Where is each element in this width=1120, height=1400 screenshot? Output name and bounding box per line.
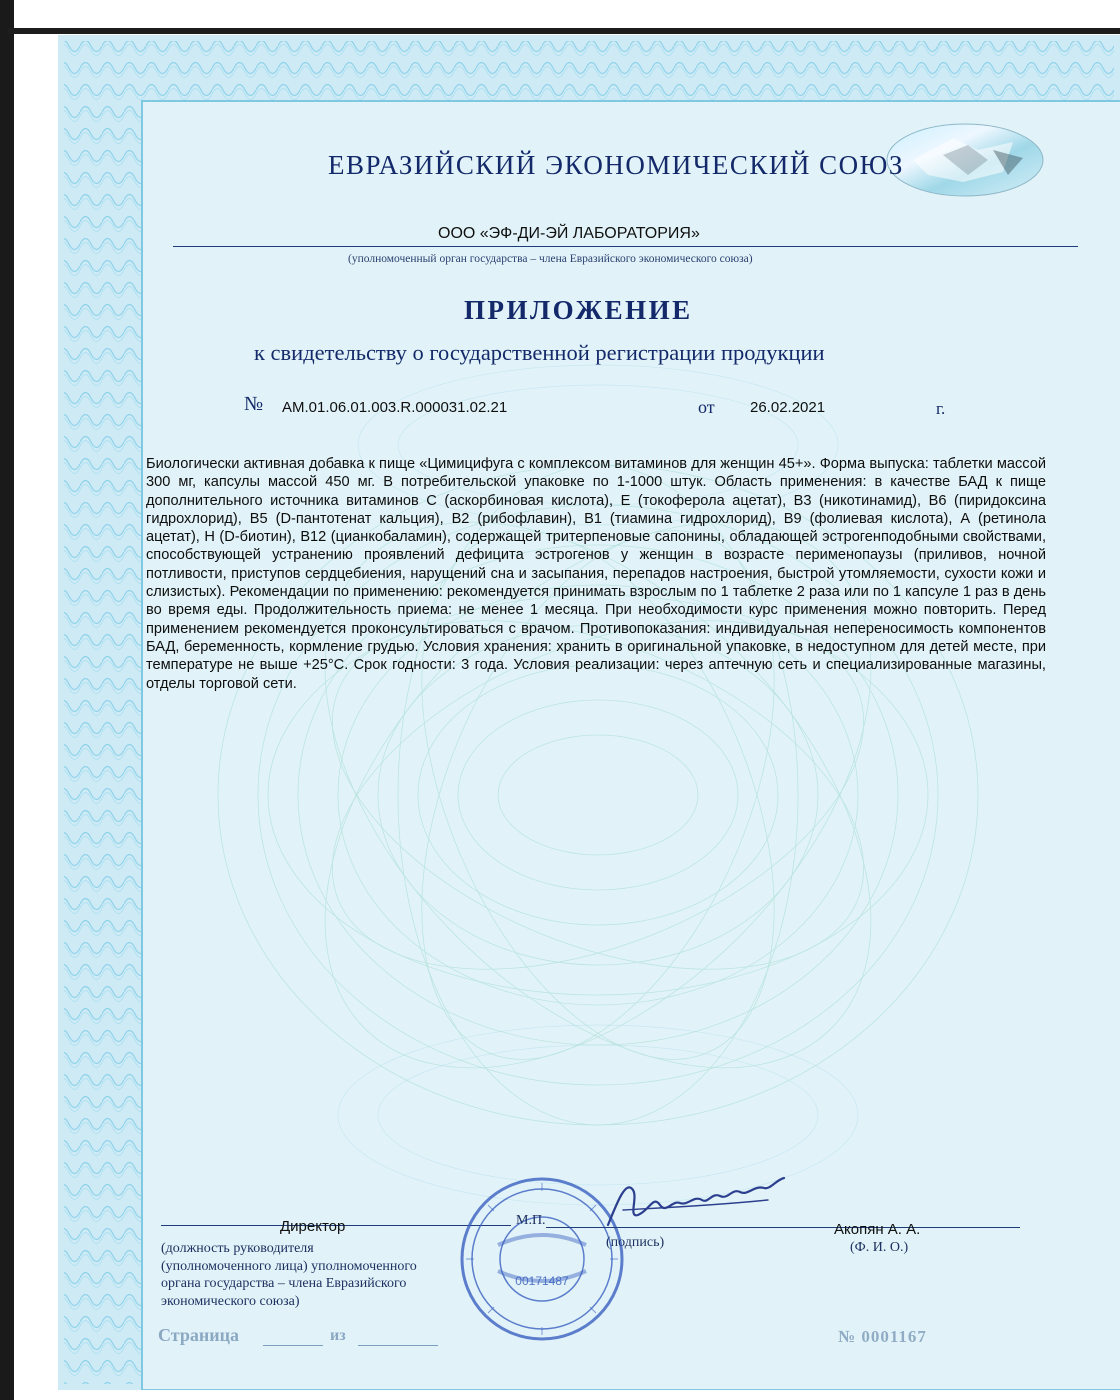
signatory-full-name: Акопян А. А.: [834, 1221, 921, 1238]
registration-number: AM.01.06.01.003.R.000031.02.21: [282, 399, 508, 416]
page-number-line: [263, 1345, 323, 1346]
product-description: Биологически активная добавка к пище «Цимицифуга с комплексом витаминов для женщин 45+». Форма выпуска: таблетки массой 300 мг, капсулы массой 450 мг. В потребительской упаковке по 1-1000 штук. Область применения: в качестве БАД к пище дополнительного источника витаминов С (аскорбиновая кислота), Е (токоферола ацетат), В3 (никотинамид), В6 (пиридоксина гидрохлорид), В5 (D-пантотенат кальция), В2 (рибофлавин), В1 (тиамина гидрохлорид), В9 (фолиевая кислота), А (ретинола ацетат), Н (D-биотин), В12 (цианкобаламин), содержащей тритерпеновые сапонины, обладающей эстрогенподобными свойствами, способствующей устранению проявлений дефицита эстрогенов у женщин в возрасте перименопаузы (приливов, ночной потливости, приступов сердцебиения, нарущений сна и засыпания, перепадов настроения, быстрой утомляемости, сухости кожи и слизистых). Рекомендации по применению: рекомендуется принимать взрослым по 1 таблетке 2 раза или по 1 капсуле 1 раз в день во время еды. Продолжительность приема: не менее 1 месяца. При необходимости курс применения можно повторить. Перед применением рекомендуется проконсультироваться с врачом. Противопоказания: индивидуальная непереносимость компонентов БАД, беременность, кормление грудью. Условия хранения: хранить в оригинальной упаковке, в недоступном для детей месте, при температуре не выше +25°С. Срок годности: 3 года. Условия реализации: через аптечную сеть и специализированные магазины, отделы торговой сети.: [146, 456, 1046, 692]
organization-caption: (уполномоченный орган государства – члена Евразийского экономического союза): [348, 253, 753, 265]
registration-date: 26.02.2021: [750, 399, 826, 416]
union-title: ЕВРАЗИЙСКИЙ ЭКОНОМИЧЕСКИЙ СОЮЗ: [328, 150, 904, 180]
signature-underline: [546, 1227, 766, 1228]
number-label: №: [244, 393, 264, 415]
seal-number: 00171487: [515, 1274, 569, 1288]
scan-edge-left: [0, 0, 14, 1400]
certificate-sheet: [58, 35, 1120, 1390]
director-caption-line: экономического союза): [161, 1293, 300, 1309]
director-caption-line: органа государства – члена Евразийского: [161, 1276, 407, 1291]
seal-label: М.П.: [516, 1213, 546, 1228]
signature-caption: (подпись): [606, 1235, 665, 1250]
handwritten-signature: [598, 1170, 798, 1240]
date-label: от: [698, 397, 715, 417]
annex-title: ПРИЛОЖЕНИЕ: [464, 295, 693, 325]
year-suffix: г.: [936, 399, 946, 418]
page-total-line: [358, 1345, 438, 1346]
organization-underline: [173, 246, 1078, 247]
director-caption-line: (уполномоченного лица) уполномоченного: [161, 1258, 417, 1274]
form-serial-number: № 0001167: [838, 1327, 927, 1346]
director-title: Директор: [280, 1218, 346, 1235]
annex-subtitle: к свидетельству о государственной регистрации продукции: [254, 340, 825, 365]
scan-edge-top: [8, 28, 1120, 34]
director-caption-line: (должность руководителя: [161, 1241, 314, 1256]
page-label: Страница: [158, 1325, 239, 1345]
director-caption: [161, 1240, 417, 1310]
organization-name: ООО «ЭФ-ДИ-ЭЙ ЛАБОРАТОРИЯ»: [438, 225, 700, 242]
hologram-sticker: [883, 120, 1048, 200]
page-of-label: из: [330, 1327, 346, 1344]
full-name-caption: (Ф. И. О.): [850, 1240, 909, 1255]
